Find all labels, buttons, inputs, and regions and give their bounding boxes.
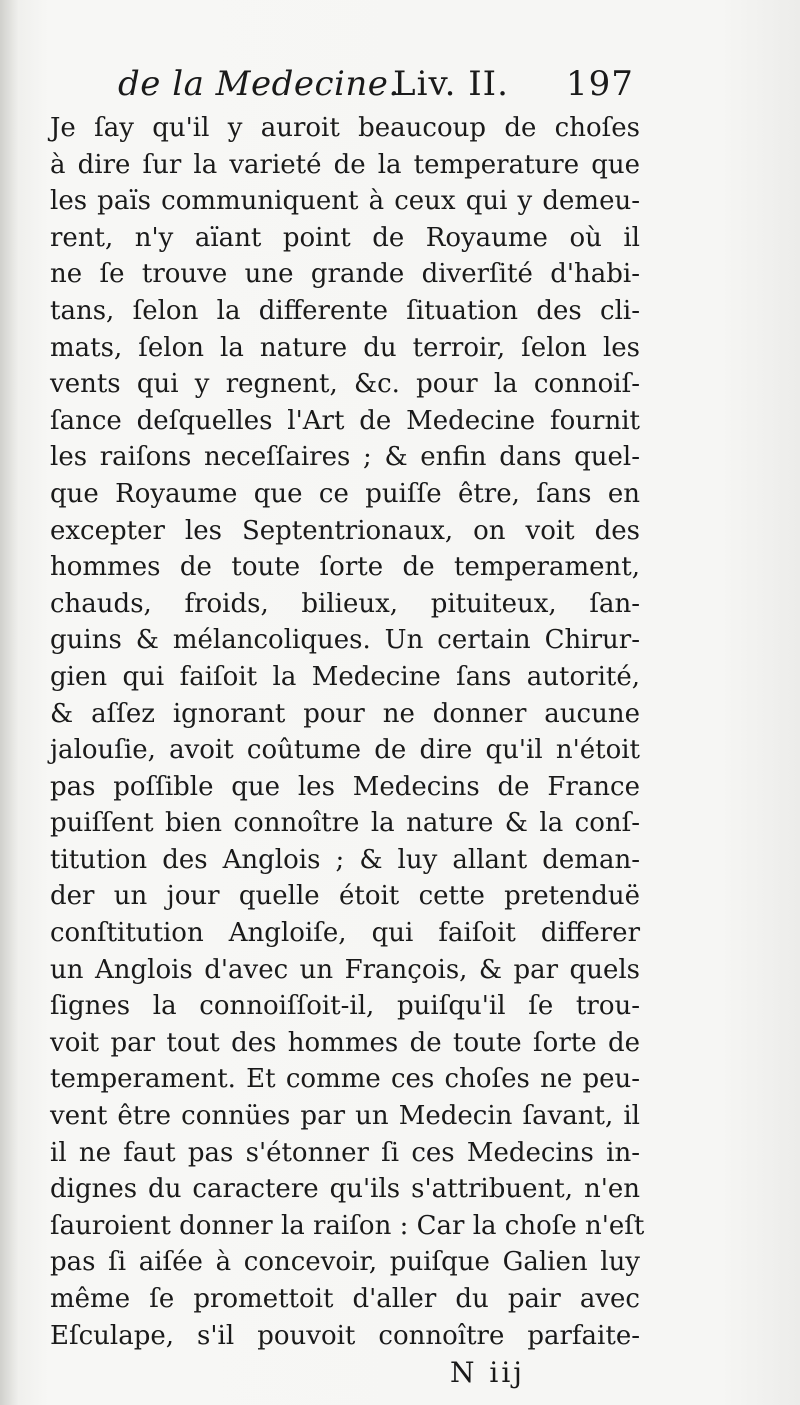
text-line: rent, n'y aïant point de Royaume où il <box>50 222 640 253</box>
text-line: tans, ſelon la differente ſituation des cli- <box>50 295 640 326</box>
text-line: les païs communiquent à ceux qui y demeu- <box>50 186 640 217</box>
book-number: Liv. II. <box>393 64 509 104</box>
text-line: que Royaume que ce puiſſe être, ſans en <box>50 478 640 509</box>
text-line: ſauroient donner la raiſon : Car la choſe n'eſt <box>50 1210 645 1241</box>
text-line: pas ſi aiſée à concevoir, puiſque Galien luy <box>50 1247 640 1278</box>
text-line: jalouſie, avoit coûtume de dire qu'il n'étoit <box>50 735 640 766</box>
text-line: même ſe promettoit d'aller du pair avec <box>50 1284 640 1314</box>
text-line: il ne faut pas s'étonner ſi ces Medecins in- <box>50 1137 640 1168</box>
text-line: vents qui y regnent, &c. pour la connoiſ- <box>50 369 640 400</box>
text-line: mats, ſelon la nature du terroir, ſelon les <box>50 332 640 363</box>
text-line: guins & mélancoliques. Un certain Chirur- <box>50 625 640 656</box>
text-line: les raiſons neceſſaires ; & enfin dans quel- <box>50 442 640 473</box>
running-title: de la Medecine. <box>118 64 400 104</box>
text-line: titution des Anglois ; & luy allant deman- <box>50 844 640 875</box>
text-line: temperament. Et comme ces choſes ne peu- <box>50 1064 640 1095</box>
text-line: Je ſay qu'il y auroit beaucoup de choſes <box>50 113 640 143</box>
text-line: Eſculape, s'il pouvoit connoître parfaite- <box>50 1320 640 1351</box>
text-line: ſignes la connoiſſoit-il, puiſqu'il ſe trou- <box>50 991 640 1022</box>
page-gutter <box>0 0 18 1405</box>
page-number: 197 <box>566 64 634 104</box>
text-line: pas poſſible que les Medecins de France <box>50 771 640 802</box>
running-header <box>118 64 638 114</box>
text-line: & aſſez ignorant pour ne donner aucune <box>50 698 640 729</box>
signature-mark: N iij <box>450 1356 525 1389</box>
text-line: ne ſe trouve une grande diverſité d'habi- <box>50 259 640 290</box>
text-line: vent être connües par un Medecin ſavant, il <box>50 1101 640 1132</box>
text-line: à dire ſur la varieté de la temperature que <box>50 149 640 180</box>
body-text <box>50 110 645 1354</box>
text-line: der un jour quelle étoit cette pretenduë <box>50 881 640 912</box>
text-line: chauds, froids, bilieux, pituiteux, ſan- <box>50 588 640 619</box>
text-line: voit par tout des hommes de toute ſorte de <box>50 1027 640 1058</box>
text-line: un Anglois d'avec un François, & par quels <box>50 954 640 985</box>
text-line: excepter les Septentrionaux, on voit des <box>50 515 640 546</box>
text-line: gien qui faiſoit la Medecine ſans autorité, <box>50 661 640 692</box>
text-line: ſance deſquelles l'Art de Medecine fournit <box>50 405 640 436</box>
text-line: hommes de toute ſorte de temperament, <box>50 552 640 583</box>
text-line: conſtitution Angloiſe, qui faiſoit differer <box>50 918 640 949</box>
text-line: dignes du caractere qu'ils s'attribuent, n'en <box>50 1174 640 1205</box>
text-line: puiſſent bien connoître la nature & la conſ- <box>50 808 640 839</box>
